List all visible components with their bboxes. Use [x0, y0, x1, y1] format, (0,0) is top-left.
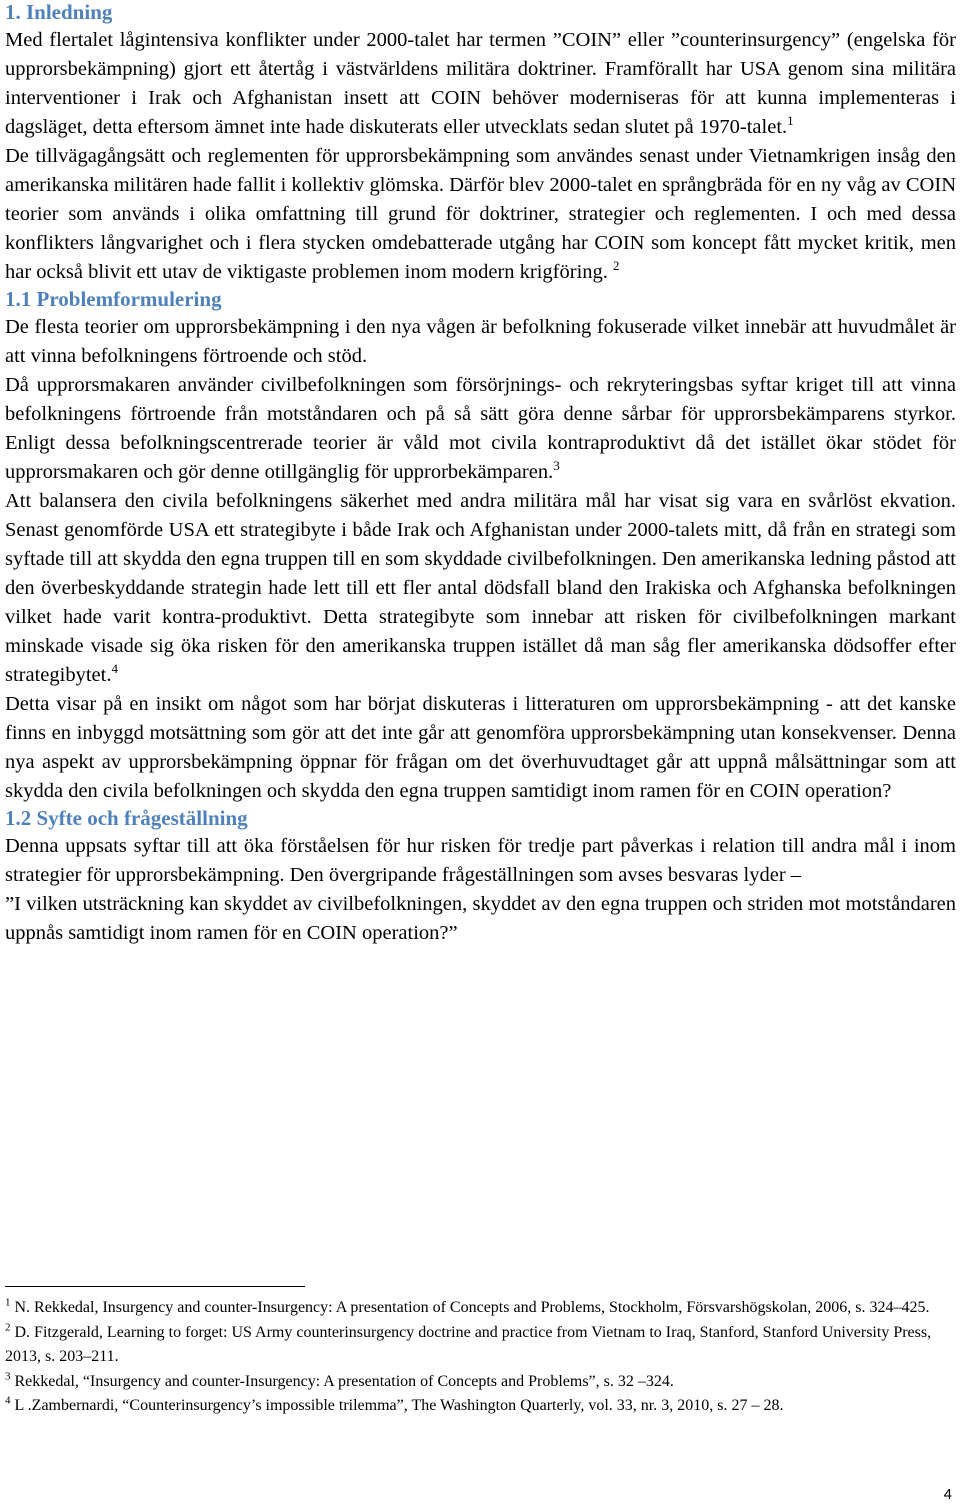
footnote-text: Rekkedal, “Insurgency and counter-Insurgency: A presentation of Concepts and Problems”, s. 32 –324. — [14, 1372, 674, 1390]
footnote-ref-3[interactable]: 3 — [553, 458, 560, 474]
footnote-marker: 1 — [5, 1296, 11, 1309]
paragraph-intro-1 — [5, 26, 956, 142]
paragraph-text: Med flertalet lågintensiva konflikter under 2000-talet har termen ”COIN” eller ”counterinsurgency” (engelska för upprorsbekämpning) gjort ett återtåg i västvärldens militära doktriner. Framförallt har USA genom sina militära interventioner i Irak och Afghanistan insett att COIN behöver moderniseras för att kunna implementeras i dagsläget, detta eftersom ämnet inte hade diskuterats eller utvecklats sedan slutet på 1970-talet. — [5, 29, 956, 138]
page-number: 4 — [943, 1486, 952, 1503]
paragraph-intro-2 — [5, 142, 956, 287]
footnote-marker: 3 — [5, 1370, 11, 1383]
section-number: 1. — [5, 0, 21, 24]
footnote-ref-4[interactable]: 4 — [111, 661, 118, 677]
paragraph-purpose-1 — [5, 832, 956, 890]
paragraph-text: De flesta teorier om upprorsbekämpning i den nya vågen är befolkning fokuserade vilket innebär att huvudmålet är att vinna befolkningens förtroende och stöd. — [5, 316, 956, 367]
paragraph-text: Att balansera den civila befolkningens säkerhet med andra militära mål har visat sig vara en svårlöst ekvation. Senast genomförde USA ett strategibyte i både Irak och Afghanistan under 2000-talets mitt, då från en strategi som syftade till att skydda den egna truppen till en som skyddade civilbefolkningen. Den amerikanska ledning påstod att den överbeskyddande strategin hade lett till ett fler antal dödsfall bland den Irakiska och Afghanska befolkningen vilket hade varit kontra-produktivt. Detta strategibyte som innebar att risken för civilbefolkningen markant minskade visade sig öka risken för den amerikanska truppen istället då man såg fler amerikanska dödsoffer efter strategibytet. — [5, 490, 956, 686]
subsection-heading-syfte — [5, 806, 956, 832]
paragraph-text: De tillvägagångsätt och reglementen för upprorsbekämpning som användes senast under Vietnamkrigen insåg den amerikanska militären hade fallit i kollektiv glömska. Därför blev 2000-talet en språngbräda för en ny våg av COIN teorier som används i olika omfattning till grund för doktriner, strategier och reglementen. I och med dessa konflikters långvarighet och i flera stycken omdebatterade utgång har COIN som koncept fått mycket kritik, men har också blivit ett utav de viktigaste problemen inom modern krigföring. — [5, 145, 956, 283]
subsection-title: Problemformulering — [36, 287, 222, 311]
section-heading-inledning — [5, 0, 956, 26]
footnote-2 — [5, 1321, 950, 1370]
page-body — [5, 0, 956, 948]
paragraph-research-question — [5, 890, 956, 948]
footnote-4 — [5, 1394, 950, 1419]
footnotes — [5, 1296, 950, 1419]
paragraph-text: Denna uppsats syftar till att öka förståelsen för hur risken för tredje part påverkas i relation till andra mål i inom strategier för upprorsbekämpning. Den övergripande frågeställningen som avses besvaras lyder – — [5, 835, 956, 886]
paragraph-problem-3 — [5, 487, 956, 690]
paragraph-text: Detta visar på en insikt om något som har börjat diskuteras i litteraturen om upprorsbekämpning - att det kanske finns en inbyggd motsättning som gör att det inte går att genomföra upprorsbekämpning utan konsekvenser. Denna nya aspekt av upprorsbekämpning öppnar för frågan om det överhuvudtaget går att uppnå målsättningar som att skydda den civila befolkningen och skydda den egna truppen samtidigt inom ramen för en COIN operation? — [5, 693, 956, 802]
footnote-ref-2[interactable]: 2 — [613, 258, 620, 274]
footnote-separator — [5, 1286, 305, 1287]
footnote-text: N. Rekkedal, Insurgency and counter-Insurgency: A presentation of Concepts and Problems, Stockholm, Försvarshögskolan, 2006, s. 324–425. — [14, 1299, 930, 1316]
paragraph-problem-2 — [5, 371, 956, 487]
footnote-3 — [5, 1370, 950, 1395]
subsection-heading-problemformulering — [5, 287, 956, 313]
footnote-marker: 4 — [5, 1394, 11, 1407]
footnote-ref-1[interactable]: 1 — [787, 113, 794, 129]
paragraph-problem-1 — [5, 313, 956, 371]
paragraph-text: Då upprorsmakaren använder civilbefolkningen som försörjnings- och rekryteringsbas syftar kriget till att vinna befolkningens förtroende från motståndaren och på så sätt göra denne sårbar för upprorsbekämparens styrkor. Enligt dessa befolkningscentrerade teorier är våld mot civila kontraproduktivt då det istället ökar stödet för upprorsmakaren och gör denne otillgänglig för upprorbekämparen. — [5, 374, 956, 483]
footnote-1 — [5, 1296, 950, 1321]
footnote-text: L .Zambernardi, “Counterinsurgency’s impossible trilemma”, The Washington Quarterly, vol. 33, nr. 3, 2010, s. 27 – 28. — [14, 1397, 784, 1414]
section-title: Inledning — [26, 0, 113, 24]
footnote-text: D. Fitzgerald, Learning to forget: US Army counterinsurgency doctrine and practice from Vietnam to Iraq, Stanford, Stanford University Press, 2013, s. 203–211. — [5, 1323, 932, 1365]
subsection-number: 1.2 — [5, 806, 32, 830]
paragraph-problem-4 — [5, 690, 956, 806]
subsection-title: Syfte och frågeställning — [36, 806, 248, 830]
footnote-marker: 2 — [5, 1321, 11, 1334]
paragraph-text: ”I vilken utsträckning kan skyddet av civilbefolkningen, skyddet av den egna truppen och striden mot motståndaren uppnås samtidigt inom ramen för en COIN operation?” — [5, 893, 956, 944]
subsection-number: 1.1 — [5, 287, 32, 311]
